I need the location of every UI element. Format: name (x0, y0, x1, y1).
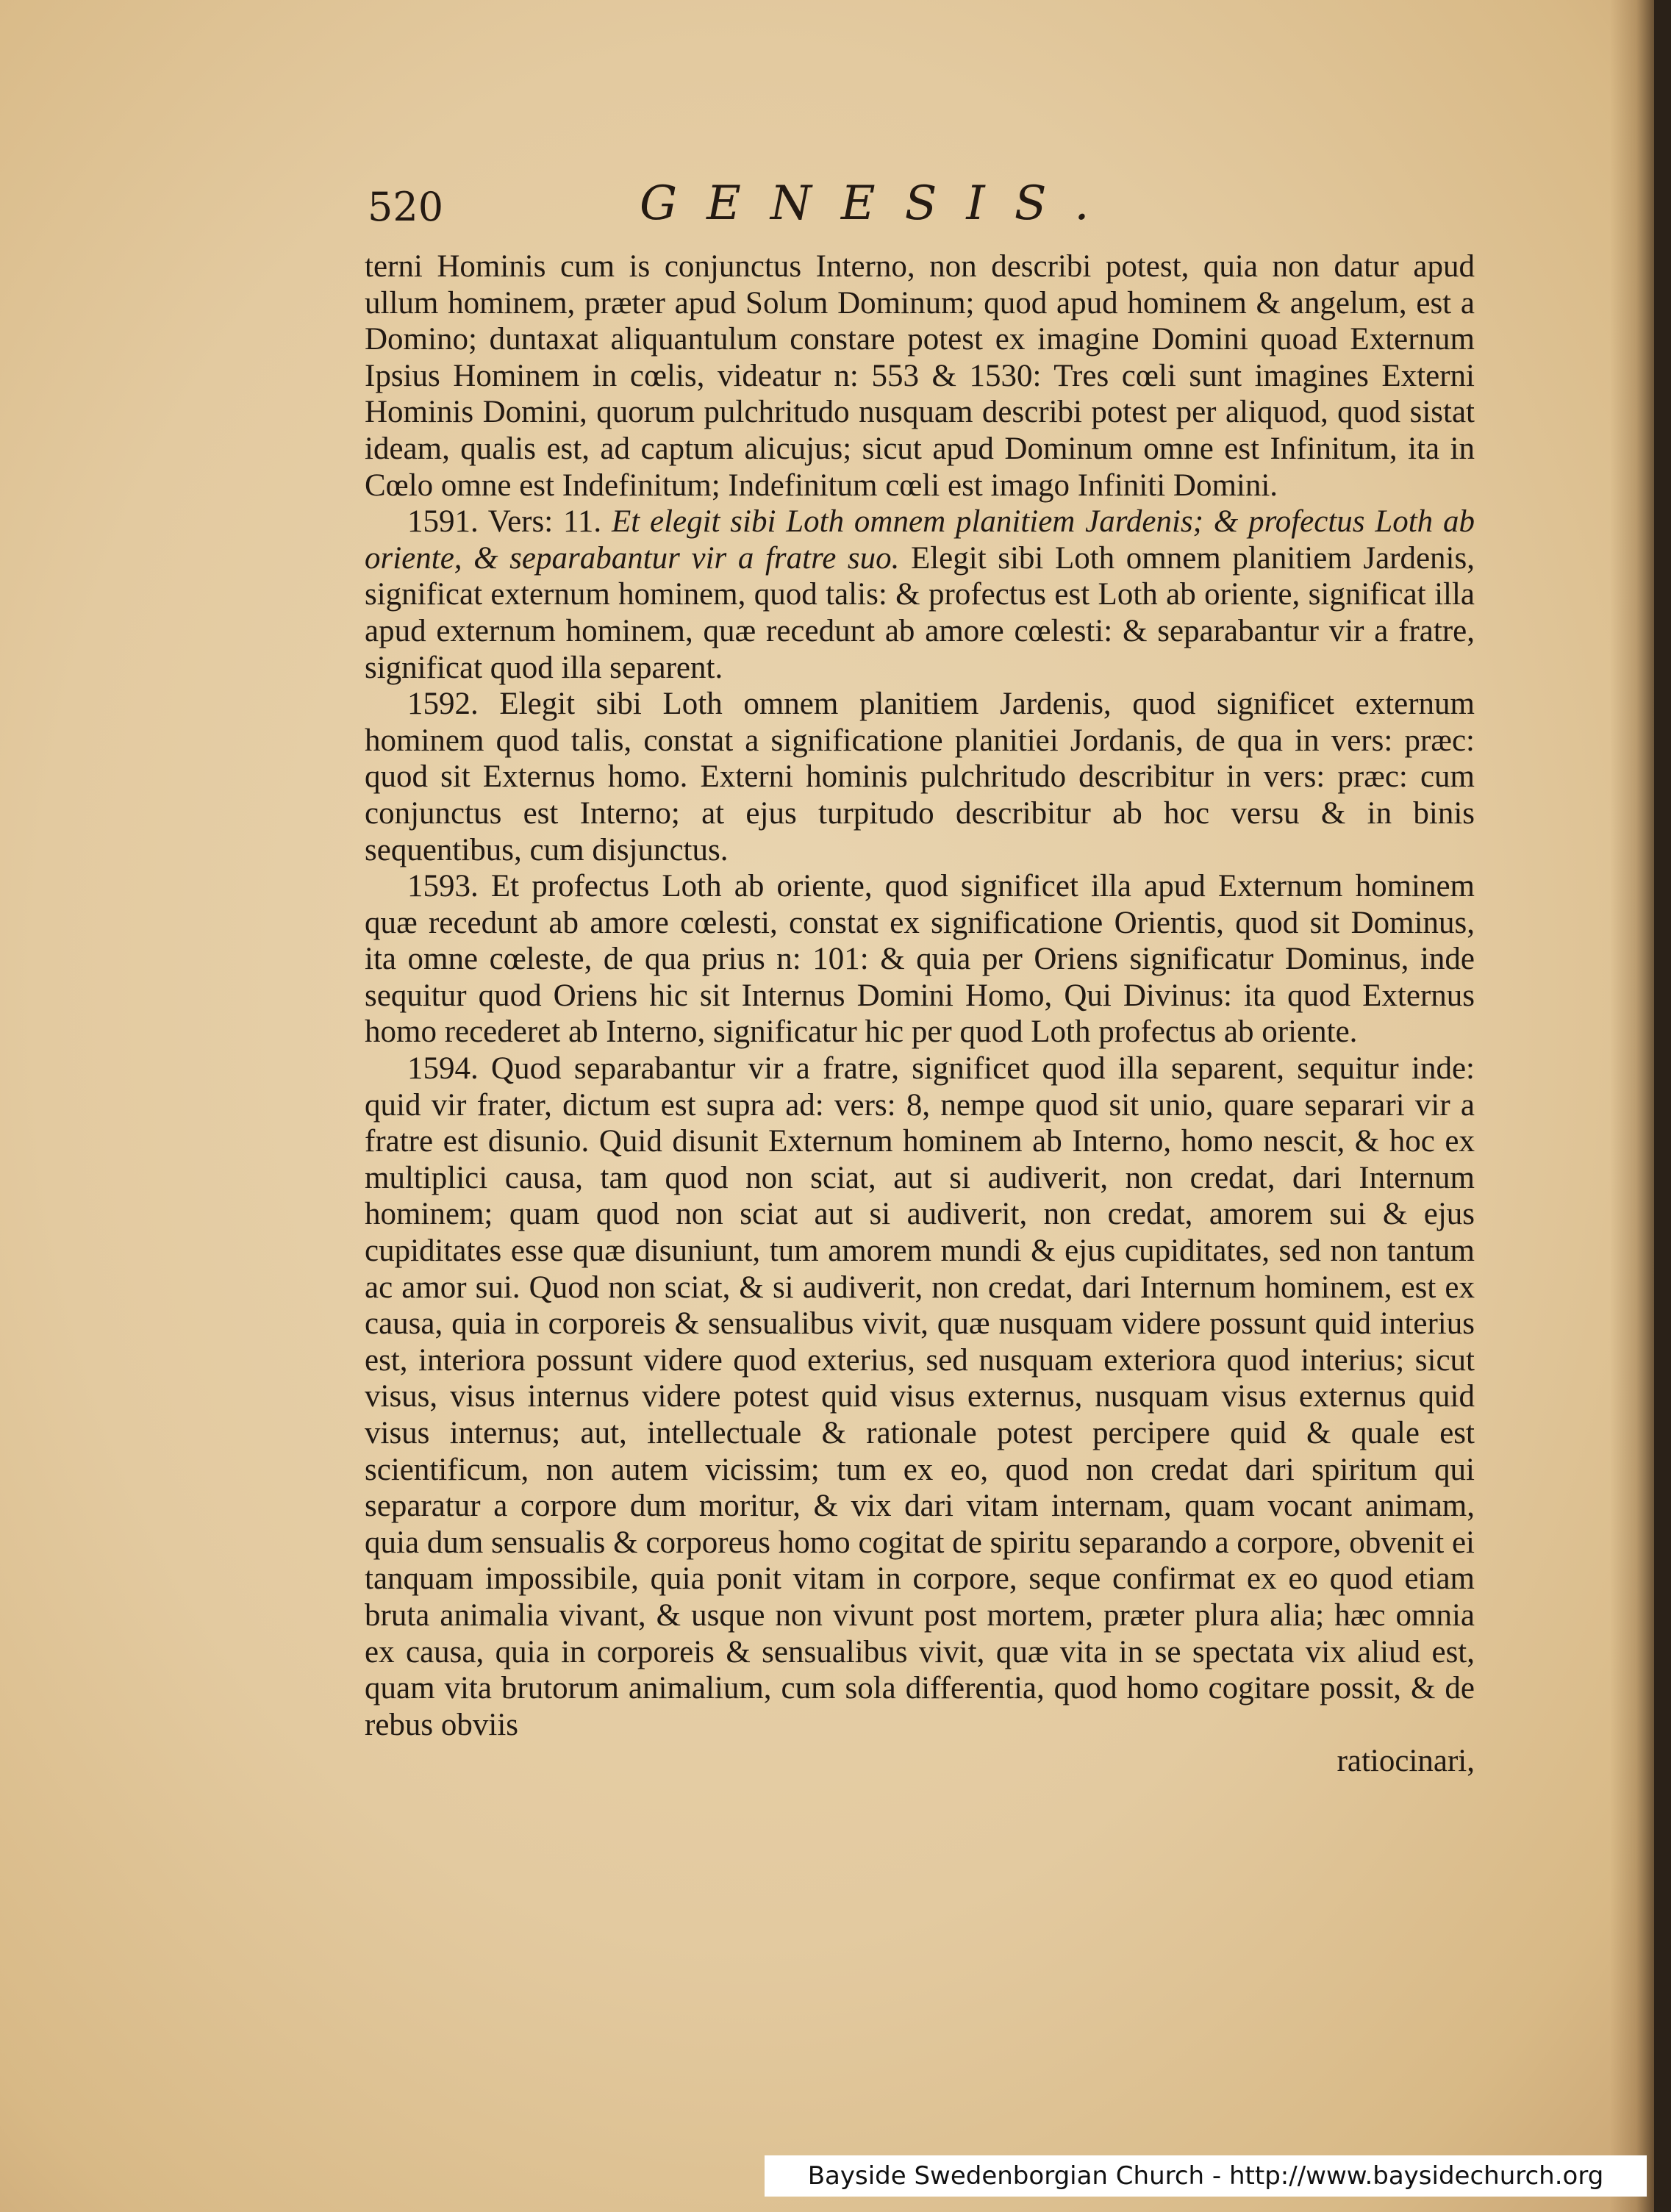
paragraph-1591-lead: 1591. Vers: 11. (407, 504, 612, 540)
page-number: 520 (368, 184, 444, 230)
footer-credit-banner: Bayside Swedenborgian Church - http://www.baysidechurch.org (765, 2155, 1647, 2197)
paragraph-1593: 1593. Et profectus Loth ab oriente, quod significet illa apud Externum hominem quæ recedunt ab amore cœlesti, constat ex significatione Orientis, quod sit Dominus, ita omne cœleste, de qua prius n: 101: & quia per Oriens significatur Dominus, inde sequitur quod Oriens hic sit Internus Domini Homo, Qui Divinus: ita quod Externus homo recederet ab Interno, significatur hic per quod Loth profectus ab oriente. (365, 869, 1475, 1050)
page-header (368, 171, 1206, 237)
body-text (365, 248, 1475, 1780)
running-title: GENESIS. (640, 176, 1119, 231)
paragraph-1591-rest: Elegit sibi Loth omnem planitiem Jardenis, significat externum hominem, quod talis: & profectus est Loth ab oriente, significat illa apud externum hominem, quæ recedunt ab amore cœlesti: & separabantur vir a fratre, significat quod illa separent. (365, 540, 1475, 685)
page-gutter-shadow (1610, 0, 1654, 2212)
paragraph-1594: 1594. Quod separabantur vir a fratre, significet quod illa separent, sequitur inde: quid vir frater, dictum est supra ad: vers: 8, nempe quod sit unio, quare separari vir a fratre est disunio. Quid disunit Externum hominem ab Interno, homo nescit, & hoc ex multiplici causa, tam quod non sciat, aut si audiverit, non credat, dari Internum hominem; quam quod non sciat aut si audiverit, non credat, amorem sui & ejus cupiditates esse quæ disuniunt, tum amorem mundi & ejus cupiditates, sed non tantum ac amor sui. Quod non sciat, & si audiverit, non credat, dari Internum hominem, est ex causa, quia in corporeis & sensualibus vivit, quæ nusquam videre possunt quid interius est, interiora possunt videre quod exterius, sed nusquam exteriora quod interius; sicut visus, visus internus videre potest quid visus externus, nusquam visus externus quid visus internus; aut, intellectuale & rationale potest percipere quid & quale est scientificum, non autem vicissim; tum ex eo, quod non credat dari spiritum qui separatur a corpore dum moritur, & vix dari vitam internam, quam vocant animam, quia dum sensualis & corporeus homo cogitat de spiritu separando a corpore, obvenit ei tanquam impossibile, quia ponit vitam in corpore, seque confirmat ex eo quod etiam bruta animalia vivant, & usque non vivunt post mortem, præter plura alia; hæc omnia ex causa, quia in corporeis & sensualibus vivit, quæ vita in se spectata vix aliud est, quam vita brutorum animalium, cum sola differentia, quod homo cogitare possit, & de rebus obviis (365, 1051, 1475, 1742)
paragraph-1591 (365, 504, 1475, 686)
catchword: ratiocinari, (1337, 1744, 1475, 1779)
paragraph-continuation: terni Hominis cum is conjunctus Interno, non describi potest, quia non datur apud ullum hominem, præter apud Solum Dominum; quod apud hominem & angelum, est a Domino; duntaxat aliquantulum constare potest ex imagine Domini quoad Externum Ipsius Hominem in cœlis, videatur n: 553 & 1530: Tres cœli sunt imagines Externi Hominis Domini, quorum pulchritudo nusquam describi potest per aliquod, quod sistat ideam, qualis est, ad captum alicujus; sicut apud Dominum omne est Infinitum, ita in Cœlo omne est Indefinitum; Indefinitum cœli est imago Infiniti Domini. (365, 249, 1475, 503)
paragraph-1591-verse-quote: Et elegit sibi Loth omnem planitiem Jardenis; & profectus Loth ab oriente, & separabantur vir a fratre suo. (365, 504, 1475, 576)
paragraph-1592: 1592. Elegit sibi Loth omnem planitiem Jardenis, quod significet externum hominem quod talis, constat a significatione planitiei Jordanis, de qua in vers: præc: quod sit Externus homo. Externi hominis pulchritudo describitur in vers: præc: cum conjunctus est Interno; at ejus turpitudo describitur ab hoc versu & in binis sequentibus, cum disjunctus. (365, 687, 1475, 867)
